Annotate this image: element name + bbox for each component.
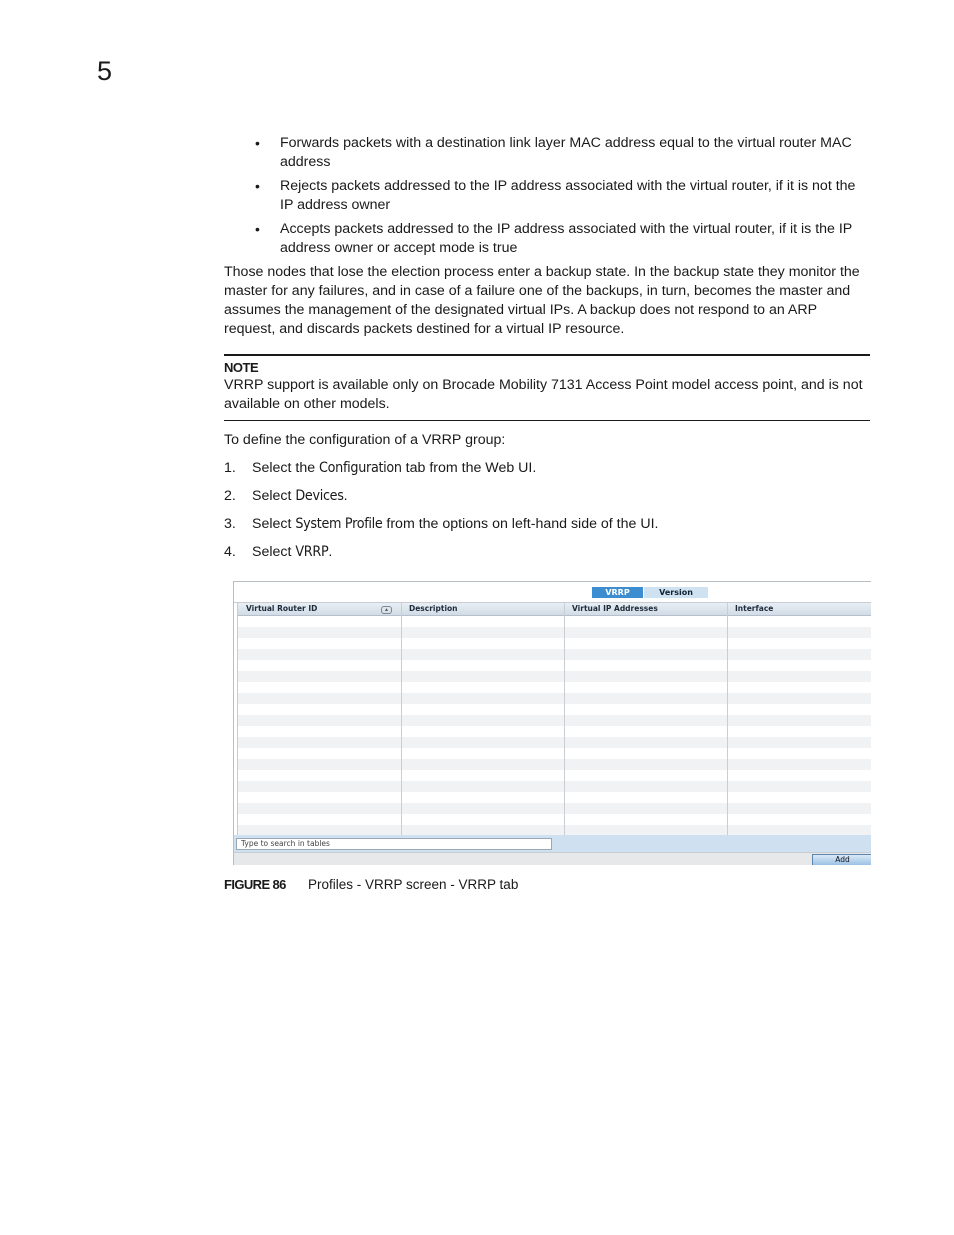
sort-toggle-icon[interactable]: ▲ <box>381 606 392 614</box>
table-row[interactable] <box>238 814 871 825</box>
column-divider <box>564 603 565 835</box>
bullet-item: • Rejects packets addressed to the IP address associated with the virtual router, if it is not the IP address owner <box>255 178 856 213</box>
bullet-list <box>224 134 870 258</box>
step-item: 2. Select Devices. <box>224 488 348 504</box>
step-list <box>224 459 870 571</box>
note-box <box>224 354 870 421</box>
table-row[interactable] <box>238 781 871 792</box>
procedure-intro: To define the configuration of a VRRP group: <box>224 432 506 448</box>
table-row[interactable] <box>238 704 871 715</box>
button-bar <box>234 852 871 865</box>
table-row[interactable] <box>238 693 871 704</box>
bullet-item: • Accepts packets addressed to the IP address associated with the virtual router, if it is the IP address owner or accept mode is true <box>255 221 853 256</box>
table-row[interactable] <box>238 660 871 671</box>
table-row[interactable] <box>238 803 871 814</box>
table-row[interactable] <box>238 770 871 781</box>
column-header-description[interactable]: Description <box>409 604 458 613</box>
ui-term: VRRP <box>295 544 329 560</box>
bullet-item: • Forwards packets with a destination link layer MAC address equal to the virtual router MAC address <box>255 135 852 170</box>
bullet-icon: • <box>255 221 260 237</box>
column-divider <box>401 603 402 835</box>
table-row[interactable] <box>238 671 871 682</box>
table-row[interactable] <box>238 638 871 649</box>
figure-label: FIGURE 86 <box>224 877 286 892</box>
body-paragraph: Those nodes that lose the election process enter a backup state. In the backup state they monitor the master for any failures, and in case of a failure one of the backups, in turn, becomes the master and assumes the management of the designated virtual IPs. A backup does not respond to an ARP request, and discards packets destined for a virtual IP resource. <box>224 264 860 337</box>
table-row[interactable] <box>238 726 871 737</box>
column-header-virtual-ip-addresses[interactable]: Virtual IP Addresses <box>572 604 658 613</box>
table-row[interactable] <box>238 715 871 726</box>
note-text: VRRP support is available only on Brocade Mobility 7131 Access Point model access point, and is not available on other models. <box>224 377 863 412</box>
table-header <box>238 603 871 616</box>
step-item: 3. Select System Profile from the options on left-hand side of the UI. <box>224 516 659 532</box>
page-body <box>224 134 870 571</box>
table-row[interactable] <box>238 616 871 627</box>
column-divider <box>727 603 728 835</box>
ui-term: System Profile <box>295 516 383 532</box>
ui-term: Configuration <box>319 460 402 476</box>
figure-caption <box>224 876 518 894</box>
vrrp-table <box>237 603 871 835</box>
tab-strip <box>234 582 871 603</box>
table-row[interactable] <box>238 649 871 660</box>
table-search-input[interactable]: Type to search in tables <box>236 838 552 850</box>
table-row[interactable] <box>238 759 871 770</box>
tab-version[interactable]: Version <box>644 587 708 598</box>
table-row[interactable] <box>238 737 871 748</box>
bullet-icon: • <box>255 178 260 194</box>
note-heading: NOTE <box>224 360 259 375</box>
column-header-interface[interactable]: Interface <box>735 604 774 613</box>
table-row[interactable] <box>238 792 871 803</box>
bullet-icon: • <box>255 135 260 151</box>
chapter-number: 5 <box>97 56 113 86</box>
column-header-virtual-router-id[interactable]: Virtual Router ID <box>246 604 318 613</box>
table-body <box>238 616 871 835</box>
figure-title: Profiles - VRRP screen - VRRP tab <box>308 877 519 892</box>
step-item: 1. Select the Configuration tab from the Web UI. <box>224 460 537 476</box>
vrrp-screenshot <box>233 581 871 865</box>
ui-term: Devices <box>295 488 344 504</box>
table-row[interactable] <box>238 748 871 759</box>
tab-vrrp[interactable]: VRRP <box>592 587 643 598</box>
step-item: 4. Select VRRP. <box>224 544 333 560</box>
table-row[interactable] <box>238 627 871 638</box>
add-button[interactable]: Add <box>812 854 871 865</box>
search-bar <box>234 835 871 852</box>
table-row[interactable] <box>238 682 871 693</box>
